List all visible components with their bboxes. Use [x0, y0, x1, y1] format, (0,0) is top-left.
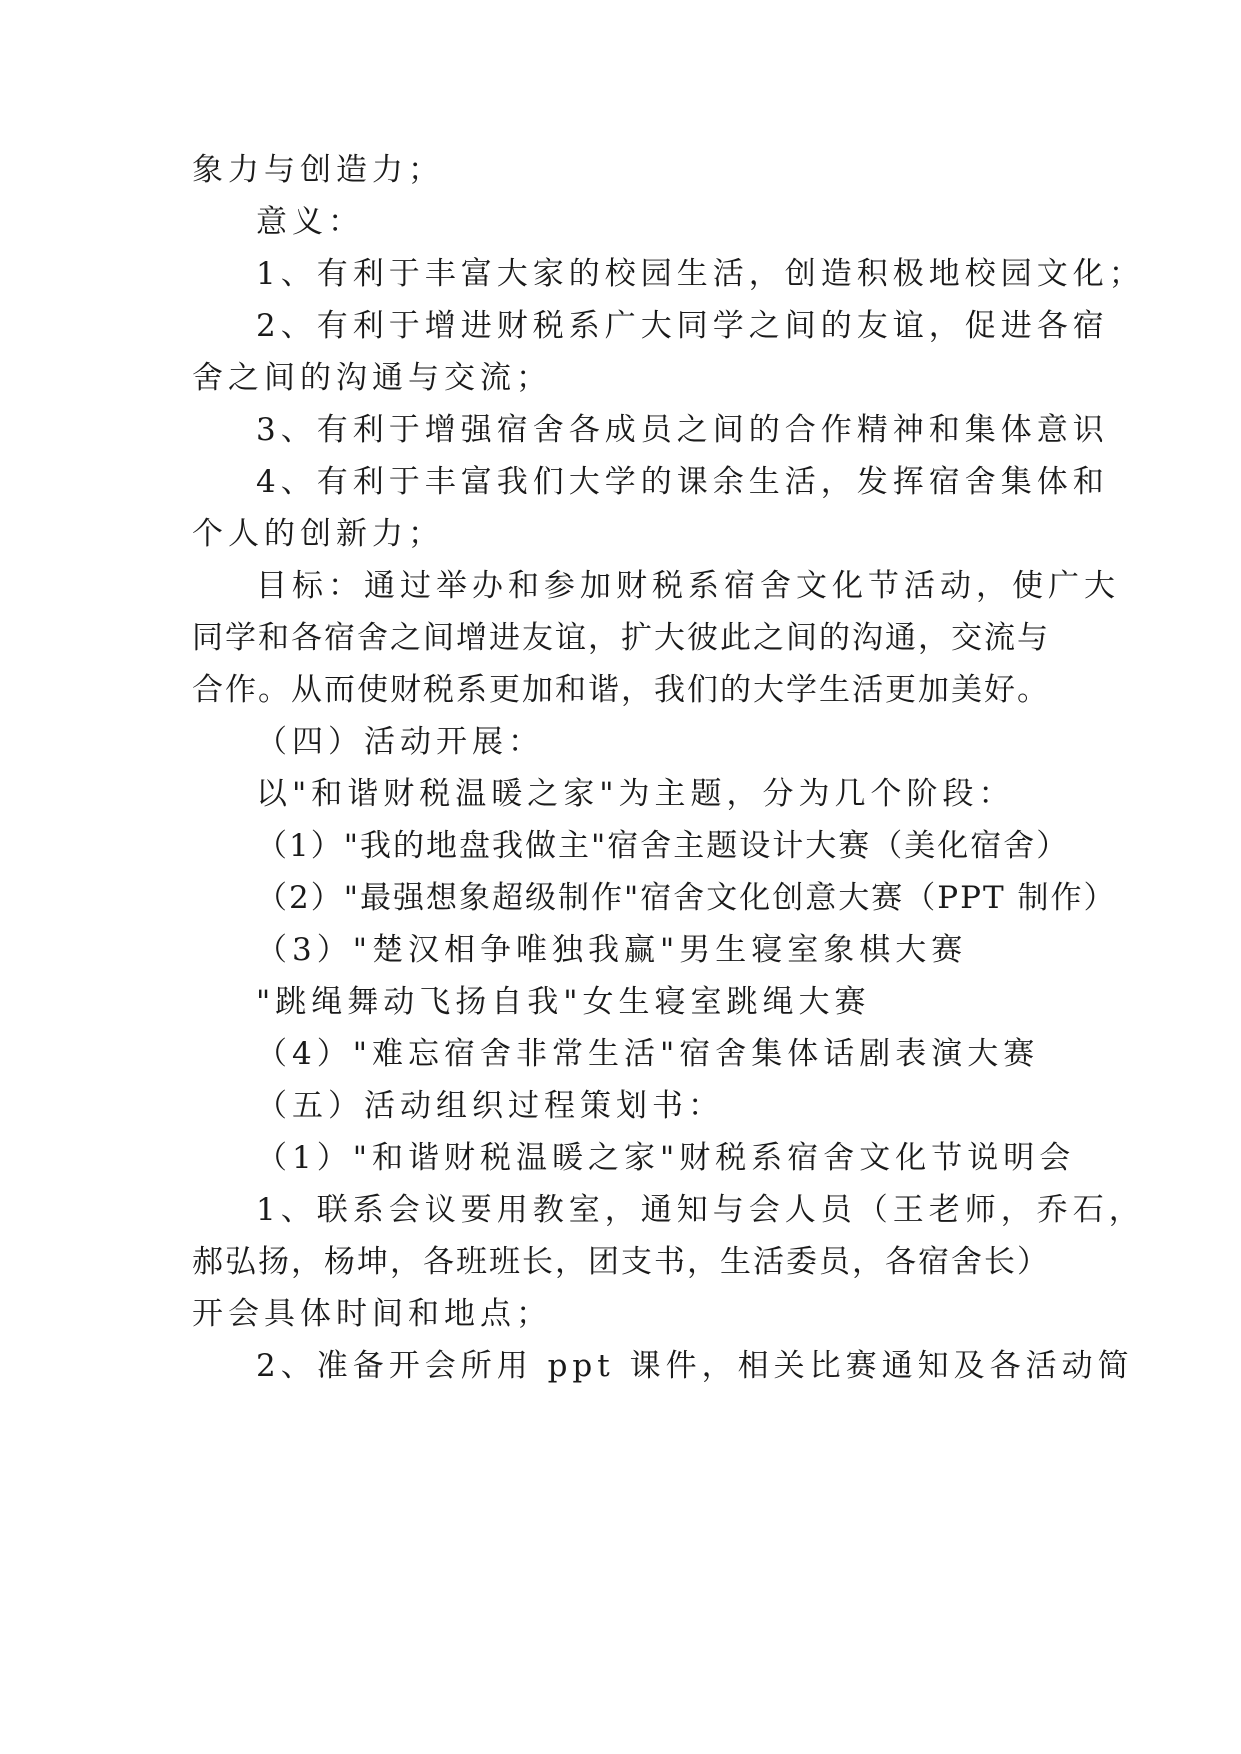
text-line: "跳绳舞动飞扬自我"女生寝室跳绳大赛	[256, 984, 871, 1020]
text-line: 目标：通过举办和参加财税系宿舍文化节活动，使广大	[256, 568, 1120, 604]
text-line: （2）"最强想象超级制作"宿舍文化创意大赛（PPT 制作）	[256, 880, 1117, 916]
text-line: 2、准备开会所用 ppt 课件，相关比赛通知及各活动简	[256, 1348, 1134, 1384]
text-line: 4、有利于丰富我们大学的课余生活，发挥宿舍集体和	[256, 464, 1109, 500]
text-line: 开会具体时间和地点；	[192, 1296, 552, 1332]
text-line: 1、联系会议要用教室，通知与会人员（王老师，乔石，	[256, 1192, 1145, 1228]
text-line: 1、有利于丰富大家的校园生活，创造积极地校园文化；	[256, 256, 1145, 292]
text-line: （五）活动组织过程策划书：	[256, 1088, 724, 1124]
text-line: 郝弘扬，杨坤，各班班长，团支书，生活委员，各宿舍长）	[192, 1244, 1050, 1280]
text-line: 舍之间的沟通与交流；	[192, 360, 552, 396]
text-line: （4）"难忘宿舍非常生活"宿舍集体话剧表演大赛	[256, 1036, 1040, 1072]
text-line: 3、有利于增强宿舍各成员之间的合作精神和集体意识	[256, 412, 1109, 448]
text-line: （1）"和谐财税温暖之家"财税系宿舍文化节说明会	[256, 1140, 1076, 1176]
text-line: 同学和各宿舍之间增进友谊，扩大彼此之间的沟通，交流与	[192, 620, 1050, 656]
text-line: 合作。从而使财税系更加和谐，我们的大学生活更加美好。	[192, 672, 1050, 708]
text-line: 个人的创新力；	[192, 516, 444, 552]
text-line: （3）"楚汉相争唯独我赢"男生寝室象棋大赛	[256, 932, 968, 968]
text-line: （1）"我的地盘我做主"宿舍主题设计大赛（美化宿舍）	[256, 828, 1070, 864]
text-line: （四）活动开展：	[256, 724, 544, 760]
text-line: 2、有利于增进财税系广大同学之间的友谊，促进各宿	[256, 308, 1109, 344]
text-line: 以"和谐财税温暖之家"为主题，分为几个阶段：	[256, 776, 1015, 812]
text-line: 意义：	[256, 204, 364, 240]
text-line: 象力与创造力；	[192, 152, 444, 188]
